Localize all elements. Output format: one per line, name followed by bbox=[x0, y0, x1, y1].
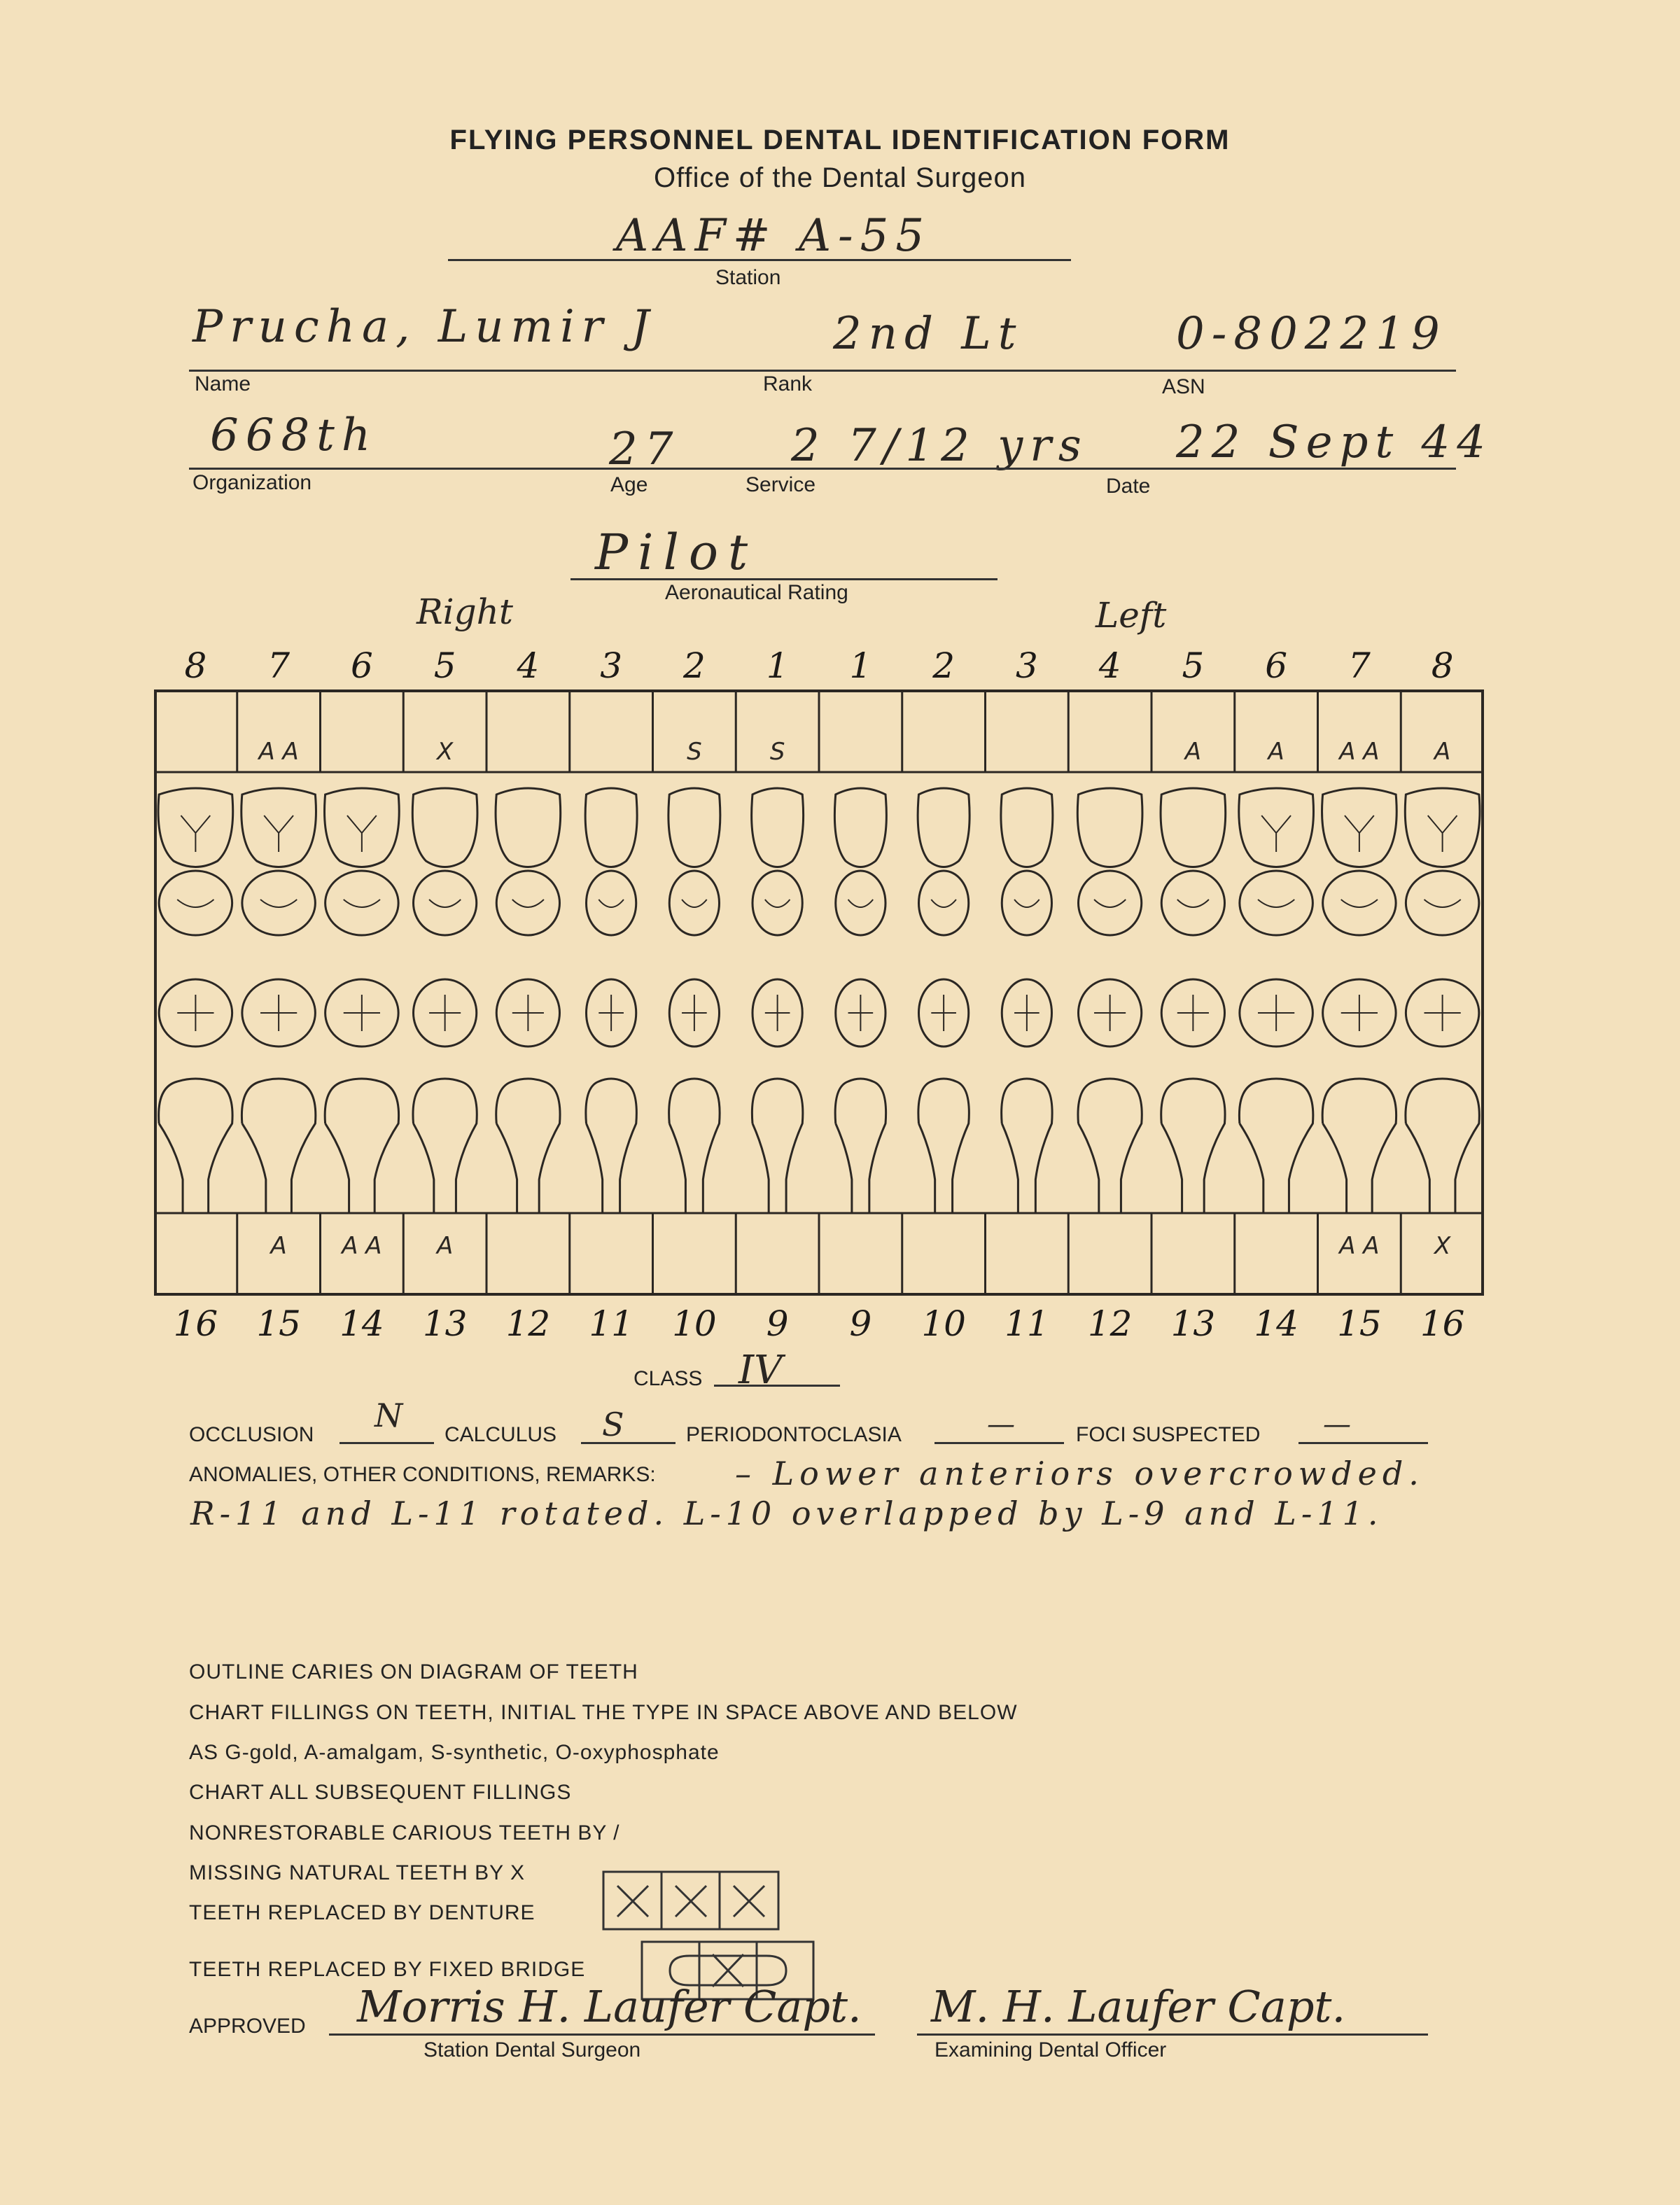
tooth-lower-occlusal bbox=[669, 979, 719, 1046]
tooth-upper-buccal bbox=[918, 788, 969, 867]
lower-tooth-number: 13 bbox=[1170, 1303, 1216, 1344]
instruction-4: CHART ALL SUBSEQUENT FILLINGS bbox=[189, 1781, 572, 1804]
upper-tooth-number: 1 bbox=[849, 645, 872, 686]
name-value: Prucha, Lumir J bbox=[192, 301, 657, 353]
occlusion-line bbox=[340, 1442, 434, 1444]
tooth-lower-occlusal bbox=[587, 979, 636, 1046]
station-value: AAF# A-55 bbox=[616, 210, 932, 262]
tooth-upper-buccal bbox=[668, 788, 720, 867]
instruction-6: MISSING NATURAL TEETH BY X bbox=[189, 1861, 525, 1884]
foci-line bbox=[1298, 1442, 1428, 1444]
tooth-lower-buccal bbox=[669, 1079, 720, 1213]
foci-value: — bbox=[1323, 1408, 1351, 1441]
upper-tooth-number: 4 bbox=[517, 645, 540, 686]
instruction-8: TEETH REPLACED BY FIXED BRIDGE bbox=[189, 1958, 586, 1981]
tooth-lower-buccal bbox=[496, 1079, 560, 1213]
upper-restoration-mark: A A bbox=[258, 738, 299, 766]
tooth-upper-occlusal bbox=[1323, 871, 1396, 935]
approved-label: APPROVED bbox=[189, 2015, 306, 2038]
lower-tooth-number: 12 bbox=[1087, 1303, 1133, 1344]
upper-tooth-number: 8 bbox=[184, 645, 207, 686]
tooth-upper-buccal bbox=[585, 788, 637, 867]
rating-line bbox=[570, 578, 997, 580]
denture-sample-box bbox=[602, 1870, 784, 1933]
tooth-lower-occlusal bbox=[242, 979, 316, 1046]
instruction-2: CHART FILLINGS ON TEETH, INITIAL THE TYPE IN SPACE ABOVE AND BELOW bbox=[189, 1701, 1018, 1724]
upper-tooth-number: 2 bbox=[682, 645, 706, 686]
periodontoclasia-line bbox=[934, 1442, 1064, 1444]
organization-value: 668th bbox=[210, 410, 378, 461]
lower-tooth-number: 12 bbox=[505, 1303, 551, 1344]
tooth-lower-occlusal bbox=[414, 979, 477, 1046]
lower-tooth-number: 10 bbox=[672, 1303, 717, 1344]
rank-label: Rank bbox=[763, 372, 813, 396]
calculus-label: CALCULUS bbox=[444, 1423, 557, 1446]
tooth-lower-buccal bbox=[1161, 1079, 1225, 1213]
tooth-upper-buccal bbox=[1077, 788, 1142, 867]
tooth-lower-buccal bbox=[325, 1079, 398, 1213]
upper-tooth-number: 3 bbox=[1015, 645, 1038, 686]
tooth-upper-occlusal bbox=[752, 871, 802, 935]
occlusion-label: OCCLUSION bbox=[189, 1423, 314, 1446]
upper-tooth-number: 3 bbox=[600, 645, 623, 686]
upper-restoration-mark: A bbox=[1268, 738, 1284, 766]
upper-restoration-mark: S bbox=[687, 738, 702, 766]
tooth-lower-occlusal bbox=[919, 979, 969, 1046]
upper-tooth-number: 2 bbox=[932, 645, 955, 686]
upper-tooth-number: 6 bbox=[350, 645, 373, 686]
rating-label: Aeronautical Rating bbox=[665, 581, 848, 604]
instruction-7: TEETH REPLACED BY DENTURE bbox=[189, 1901, 536, 1924]
asn-label: ASN bbox=[1162, 375, 1205, 398]
tooth-upper-occlusal bbox=[242, 871, 316, 935]
service-value: 2 7/12 yrs bbox=[791, 420, 1088, 472]
tooth-lower-occlusal bbox=[1079, 979, 1142, 1046]
tooth-lower-buccal bbox=[1239, 1079, 1312, 1213]
lower-restoration-mark: A A bbox=[1339, 1232, 1380, 1260]
lower-tooth-number: 9 bbox=[766, 1303, 789, 1344]
upper-restoration-mark: A bbox=[1184, 738, 1202, 766]
upper-tooth-number: 7 bbox=[267, 645, 290, 686]
tooth-upper-occlusal bbox=[1161, 871, 1224, 935]
instruction-5: NONRESTORABLE CARIOUS TEETH BY / bbox=[189, 1821, 620, 1844]
upper-tooth-number: 1 bbox=[766, 645, 789, 686]
lower-tooth-number: 11 bbox=[1004, 1303, 1049, 1344]
remarks-line-1: – Lower anteriors overcrowded. bbox=[735, 1455, 1424, 1492]
tooth-upper-occlusal bbox=[414, 871, 477, 935]
tooth-upper-occlusal bbox=[496, 871, 559, 935]
upper-tooth-number: 7 bbox=[1348, 645, 1371, 686]
station-label: Station bbox=[715, 266, 781, 289]
upper-tooth-number: 6 bbox=[1265, 645, 1288, 686]
calculus-line bbox=[581, 1442, 676, 1444]
tooth-lower-buccal bbox=[918, 1079, 969, 1213]
tooth-lower-occlusal bbox=[326, 979, 399, 1046]
tooth-upper-occlusal bbox=[1406, 871, 1479, 935]
tooth-upper-buccal bbox=[1405, 788, 1480, 867]
periodontoclasia-label: PERIODONTOCLASIA bbox=[686, 1423, 902, 1446]
tooth-lower-buccal bbox=[1322, 1079, 1396, 1213]
age-label: Age bbox=[610, 473, 648, 496]
rank-value: 2nd Lt bbox=[833, 308, 1023, 360]
instruction-1: OUTLINE CARIES ON DIAGRAM OF TEETH bbox=[189, 1660, 638, 1684]
tooth-upper-occlusal bbox=[1079, 871, 1142, 935]
tooth-upper-occlusal bbox=[1002, 871, 1051, 935]
org-line bbox=[189, 468, 1456, 470]
upper-restoration-mark: A A bbox=[1339, 738, 1380, 766]
tooth-upper-buccal bbox=[325, 788, 400, 867]
tooth-upper-occlusal bbox=[669, 871, 719, 935]
tooth-lower-buccal bbox=[752, 1079, 802, 1213]
station-line bbox=[448, 259, 1071, 261]
lower-restoration-mark: X bbox=[1434, 1232, 1451, 1260]
tooth-lower-occlusal bbox=[1002, 979, 1051, 1046]
tooth-lower-occlusal bbox=[752, 979, 802, 1046]
lower-restoration-mark: A bbox=[436, 1232, 454, 1260]
tooth-lower-occlusal bbox=[496, 979, 559, 1046]
tooth-lower-occlusal bbox=[836, 979, 886, 1046]
upper-tooth-number: 8 bbox=[1431, 645, 1454, 686]
upper-restoration-mark: X bbox=[436, 738, 454, 766]
lower-restoration-mark: A A bbox=[342, 1232, 382, 1260]
lower-tooth-number: 15 bbox=[1337, 1303, 1382, 1344]
tooth-lower-buccal bbox=[586, 1079, 636, 1213]
tooth-upper-buccal bbox=[1239, 788, 1314, 867]
rating-value: Pilot bbox=[595, 524, 758, 581]
lower-tooth-number: 14 bbox=[340, 1303, 384, 1344]
age-value: 27 bbox=[609, 424, 680, 475]
tooth-upper-buccal bbox=[752, 788, 804, 867]
lower-tooth-number: 11 bbox=[589, 1303, 634, 1344]
date-label: Date bbox=[1106, 475, 1151, 498]
service-label: Service bbox=[746, 473, 816, 496]
calculus-value: S bbox=[602, 1406, 624, 1443]
lower-tooth-number: 14 bbox=[1254, 1303, 1298, 1344]
lower-tooth-number: 16 bbox=[1420, 1303, 1465, 1344]
tooth-upper-buccal bbox=[1322, 788, 1397, 867]
tooth-lower-occlusal bbox=[159, 979, 232, 1046]
tooth-lower-buccal bbox=[241, 1079, 315, 1213]
lower-tooth-number: 15 bbox=[256, 1303, 301, 1344]
asn-value: 0-802219 bbox=[1176, 308, 1447, 360]
date-value: 22 Sept 44 bbox=[1176, 416, 1492, 468]
tooth-upper-occlusal bbox=[159, 871, 232, 935]
tooth-upper-buccal bbox=[496, 788, 561, 867]
tooth-lower-occlusal bbox=[1323, 979, 1396, 1046]
class-line bbox=[714, 1385, 840, 1387]
lower-tooth-number: 13 bbox=[422, 1303, 468, 1344]
station-surgeon-signature: Morris H. Laufer Capt. bbox=[357, 1981, 862, 2032]
name-label: Name bbox=[195, 372, 251, 396]
chart-frame bbox=[155, 691, 1483, 1294]
remarks-label: ANOMALIES, OTHER CONDITIONS, REMARKS: bbox=[189, 1463, 656, 1486]
tooth-lower-buccal bbox=[1406, 1079, 1479, 1213]
tooth-lower-buccal bbox=[1078, 1079, 1142, 1213]
class-value: IV bbox=[738, 1348, 783, 1393]
tooth-upper-buccal bbox=[412, 788, 477, 867]
tooth-lower-buccal bbox=[413, 1079, 477, 1213]
lower-tooth-number: 9 bbox=[849, 1303, 872, 1344]
examining-officer-signature: M. H. Laufer Capt. bbox=[931, 1981, 1346, 2032]
tooth-lower-buccal bbox=[159, 1079, 232, 1213]
examining-officer-line bbox=[917, 2033, 1428, 2036]
upper-restoration-mark: S bbox=[769, 738, 785, 766]
tooth-upper-buccal bbox=[834, 788, 886, 867]
lower-tooth-number: 10 bbox=[921, 1303, 966, 1344]
tooth-upper-buccal bbox=[158, 788, 233, 867]
upper-tooth-number: 5 bbox=[1182, 645, 1205, 686]
tooth-upper-buccal bbox=[1001, 788, 1053, 867]
periodontoclasia-value: — bbox=[987, 1408, 1015, 1441]
tooth-lower-buccal bbox=[1002, 1079, 1052, 1213]
tooth-lower-occlusal bbox=[1240, 979, 1313, 1046]
form-title: FLYING PERSONNEL DENTAL IDENTIFICATION FORM bbox=[449, 125, 1231, 155]
class-label: CLASS bbox=[634, 1367, 703, 1390]
station-surgeon-label: Station Dental Surgeon bbox=[424, 2038, 641, 2062]
tooth-lower-occlusal bbox=[1406, 979, 1479, 1046]
instruction-3: AS G-gold, A-amalgam, S-synthetic, O-oxyphosphate bbox=[189, 1741, 720, 1764]
name-line bbox=[189, 370, 1456, 372]
lower-restoration-mark: A bbox=[270, 1232, 287, 1260]
remarks-line-2: R-11 and L-11 rotated. L-10 overlapped by L-9 and L-11. bbox=[190, 1494, 1383, 1532]
left-side-label: Left bbox=[1096, 595, 1167, 636]
occlusion-value: N bbox=[374, 1396, 403, 1434]
tooth-upper-buccal bbox=[241, 788, 316, 867]
upper-tooth-number: 5 bbox=[433, 645, 456, 686]
tooth-upper-occlusal bbox=[326, 871, 399, 935]
organization-label: Organization bbox=[192, 471, 312, 494]
tooth-upper-occlusal bbox=[1240, 871, 1313, 935]
station-surgeon-line bbox=[329, 2033, 875, 2036]
dental-chart bbox=[154, 690, 1491, 1337]
right-side-label: Right bbox=[416, 592, 513, 632]
upper-tooth-number: 4 bbox=[1098, 645, 1121, 686]
form-subtitle: Office of the Dental Surgeon bbox=[653, 162, 1027, 193]
lower-tooth-number: 16 bbox=[173, 1303, 218, 1344]
tooth-lower-buccal bbox=[835, 1079, 886, 1213]
examining-officer-label: Examining Dental Officer bbox=[934, 2038, 1167, 2062]
tooth-upper-occlusal bbox=[587, 871, 636, 935]
foci-label: FOCI SUSPECTED bbox=[1076, 1423, 1261, 1446]
tooth-upper-buccal bbox=[1161, 788, 1226, 867]
tooth-lower-occlusal bbox=[1161, 979, 1224, 1046]
upper-restoration-mark: A bbox=[1434, 738, 1451, 766]
tooth-upper-occlusal bbox=[836, 871, 886, 935]
tooth-upper-occlusal bbox=[919, 871, 969, 935]
